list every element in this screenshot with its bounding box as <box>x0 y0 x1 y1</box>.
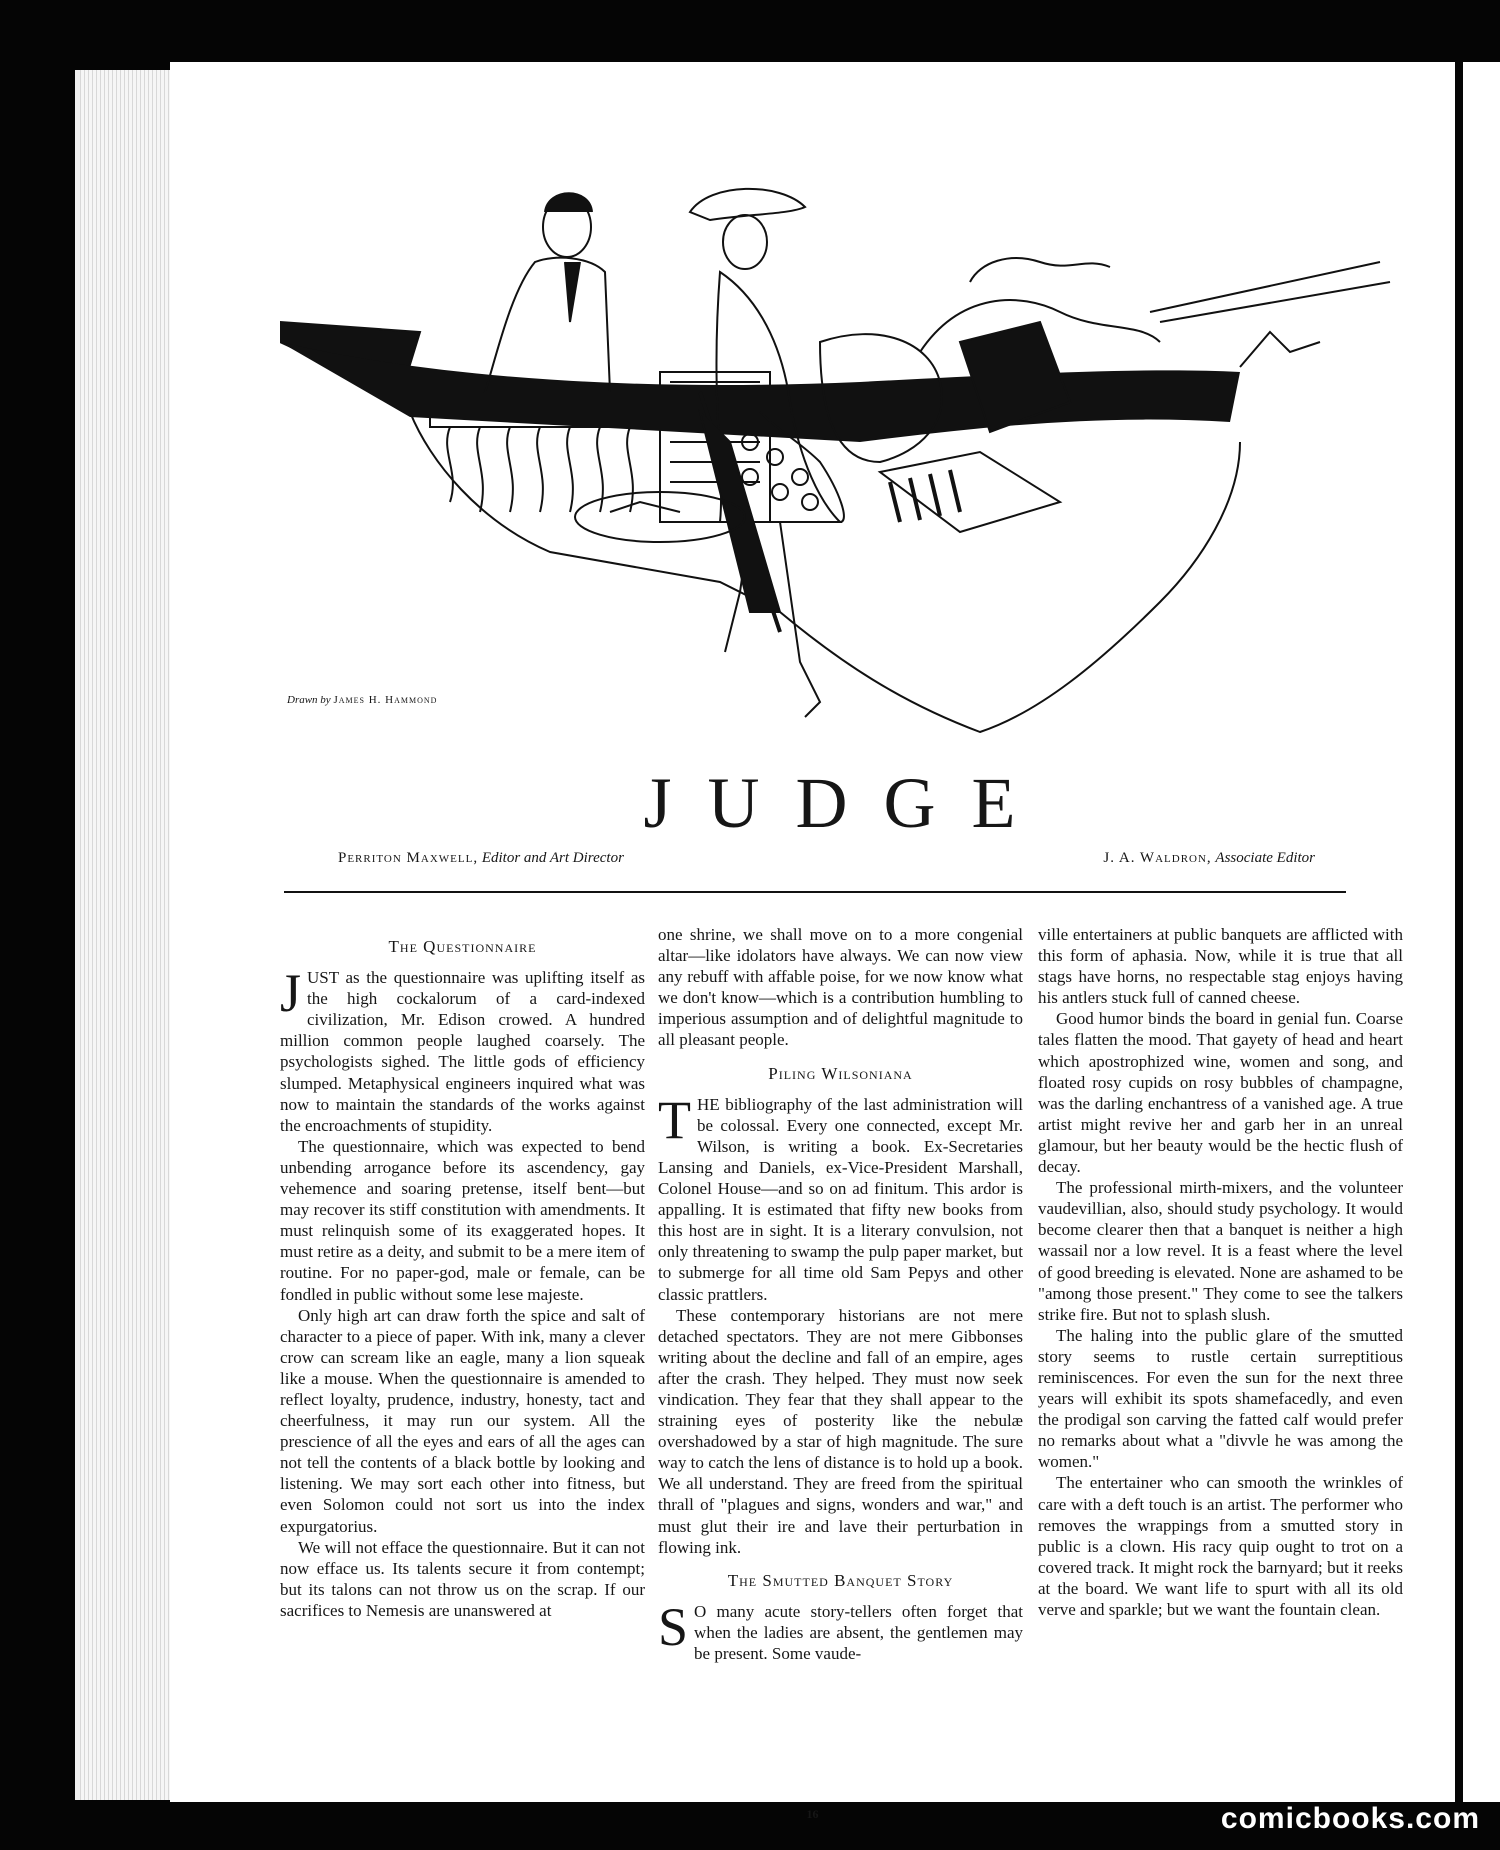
drop-cap: T <box>658 1089 691 1150</box>
header-rule <box>284 891 1346 893</box>
editorial-illustration <box>280 142 1400 742</box>
credit-artist: James H. Hammond <box>333 694 438 706</box>
column-three <box>1038 924 1403 1620</box>
paragraph: one shrine, we shall move on to a more congenial altar—like idolators have always. We can now view any rebuff with affable poise, for we now know what we don't know—which is a contribution humbling to imperious assumption and of delightful magnitude to all pleasant people. <box>658 925 1023 1050</box>
credit-prefix: Drawn by <box>287 694 331 706</box>
paragraph: We will not efface the questionnaire. But it can not now efface us. Its talents secure it from contempt; but its talons can not throw us on the scrap. If our sacrifices to Nemesis are unanswered at <box>280 1537 645 1620</box>
column-two <box>658 924 1023 1664</box>
paragraph: The professional mirth-mixers, and the volunteer vaudevillian, also, should study psychology. It would become clearer then that a banquet is neither a high wassail nor a low revel. It is a feast where the level of good breeding is elevated. None are ashamed to be "among those present." They come to see the talkers strike fire. But not to splash slush. <box>1038 1178 1403 1324</box>
paragraph: The questionnaire, which was expected to bend unbending arrogance before its ascendency, gay vehemence and soaring pretense, itself bent—but may recover its stiff constitution with amendments. It must relinquish some of its exaggerated hopes. It must retire as a deity, and submit to be a mere item of routine. For no paper-god, male or female, can be fondled in public without some lese majeste. <box>280 1136 645 1304</box>
editor-role: Editor and Art Director <box>481 850 624 866</box>
site-watermark: comicbooks.com <box>1220 1802 1480 1835</box>
section-heading: The Smutted Banquet Story <box>727 1570 954 1590</box>
section-heading: Piling Wilsoniana <box>768 1063 913 1083</box>
associate-editor-name: J. A. Waldron, <box>1103 850 1212 866</box>
page-number: 16 <box>806 1807 819 1821</box>
paragraph-text: O many acute story-tellers often forget that when the ladies are absent, the gentlemen may be present. Some vaude- <box>694 1601 1023 1663</box>
editor-credit <box>338 850 624 867</box>
drop-cap: J <box>280 963 302 1024</box>
section-heading: The Questionnaire <box>388 937 537 956</box>
paragraph <box>658 1089 1023 1305</box>
paragraph: These contemporary historians are not mere detached spectators. They are not mere Gibbonses writing about the decline and fall of an empire, ages after the crash. They helped. They must now seek vindication. They fear that they shall appear to the straining eyes of posterity like the nebulæ overshadowed by a star of high magnitude. The sure way to catch the lens of distance is to hold up a book. We all understand. They are freed from the spiritual thrall of "plagues and signs, wonders and war," and must glut their ire and lave their perturbation in flowing ink. <box>658 1305 1023 1557</box>
paragraph <box>280 963 645 1136</box>
column-one <box>280 924 645 1621</box>
editor-name: Perriton Maxwell, <box>338 850 479 866</box>
illustration-credit <box>287 694 437 706</box>
paragraph-text: UST as the questionnaire was uplifting itself as the high cockalorum of a card-indexed civilization, Mr. Edison crowed. A hundred million common people laughed coarsely. The psychologists sighed. The little gods of efficiency slumped. Metaphysical engineers inquired what was now to maintain the standards of the works against the encroachments of stupidity. <box>280 968 645 1135</box>
paragraph-text: HE bibliography of the last administration will be colossal. Every one connected, except Mr. Wilson, is writing a book. Ex-Secretaries Lansing and Daniels, ex-Vice-President Marshall, Colonel House—and so on ad finitum. This ardor is appalling. It is estimated that fifty new books from this host are in sight. It is a literary convulsion, not only threatening to swamp the pulp paper market, but to submerge for all time old Sam Pepys and other classic prattlers. <box>658 1094 1023 1304</box>
paragraph: The entertainer who can smooth the wrinkles of care with a deft touch is an artist. The performer who removes the wrappings from a smutted story in public is a clown. His racy quip ought to trot on a covered track. It might rock the barnyard; but it reeks at the board. We want life to spurt with all its old verve and sparkle; but we want the fountain clean. <box>1038 1473 1403 1619</box>
paragraph: The haling into the public glare of the smutted story seems to rustle certain surreptitious reminiscences. For even the sun for the next three years will exhibit its spots shamefacedly, and even the prodigal son carving the fatted calf would prefer no remarks about what a "divvle he was among the women." <box>1038 1325 1403 1472</box>
book-page-stack <box>80 70 175 1800</box>
paragraph: ville entertainers at public banquets are afflicted with this form of aphasia. Now, while it is true that all stags have horns, no respectable stag enjoys having his antlers stuck full of canned cheese. <box>1038 925 1403 1008</box>
paragraph <box>658 1596 1023 1664</box>
paragraph: Only high art can draw forth the spice and salt of character to a piece of paper. With ink, many a clever crow can scream like an eagle, many a lion squeak like a mouse. When the questionnaire is amended to reflect loyalty, prudence, industry, honesty, tact and cheerfulness, it may run our system. All the prescience of all the eyes and ears of all the ages can not tell the contents of a black bottle by looking and listening. We may sort each other into fitness, but even Solomon could not sort us into the index expurgatorius. <box>280 1305 645 1536</box>
drop-cap: S <box>658 1596 689 1657</box>
associate-editor-credit <box>1103 850 1315 867</box>
associate-editor-role: Associate Editor <box>1215 850 1315 866</box>
facing-page-edge <box>1463 62 1500 1802</box>
paragraph: Good humor binds the board in genial fun. Coarse tales flatten the mood. That gayety of head and heart which apostrophized wine, women and song, and floated rosy cupids on rosy bubbles of champagne, was the darling enchantress of a vanished age. A true artist might revive her and garb her in an unreal glamour, but her beauty would be the hectic flush of decay. <box>1038 1009 1403 1177</box>
masthead-title: JUDGE <box>643 763 1052 843</box>
